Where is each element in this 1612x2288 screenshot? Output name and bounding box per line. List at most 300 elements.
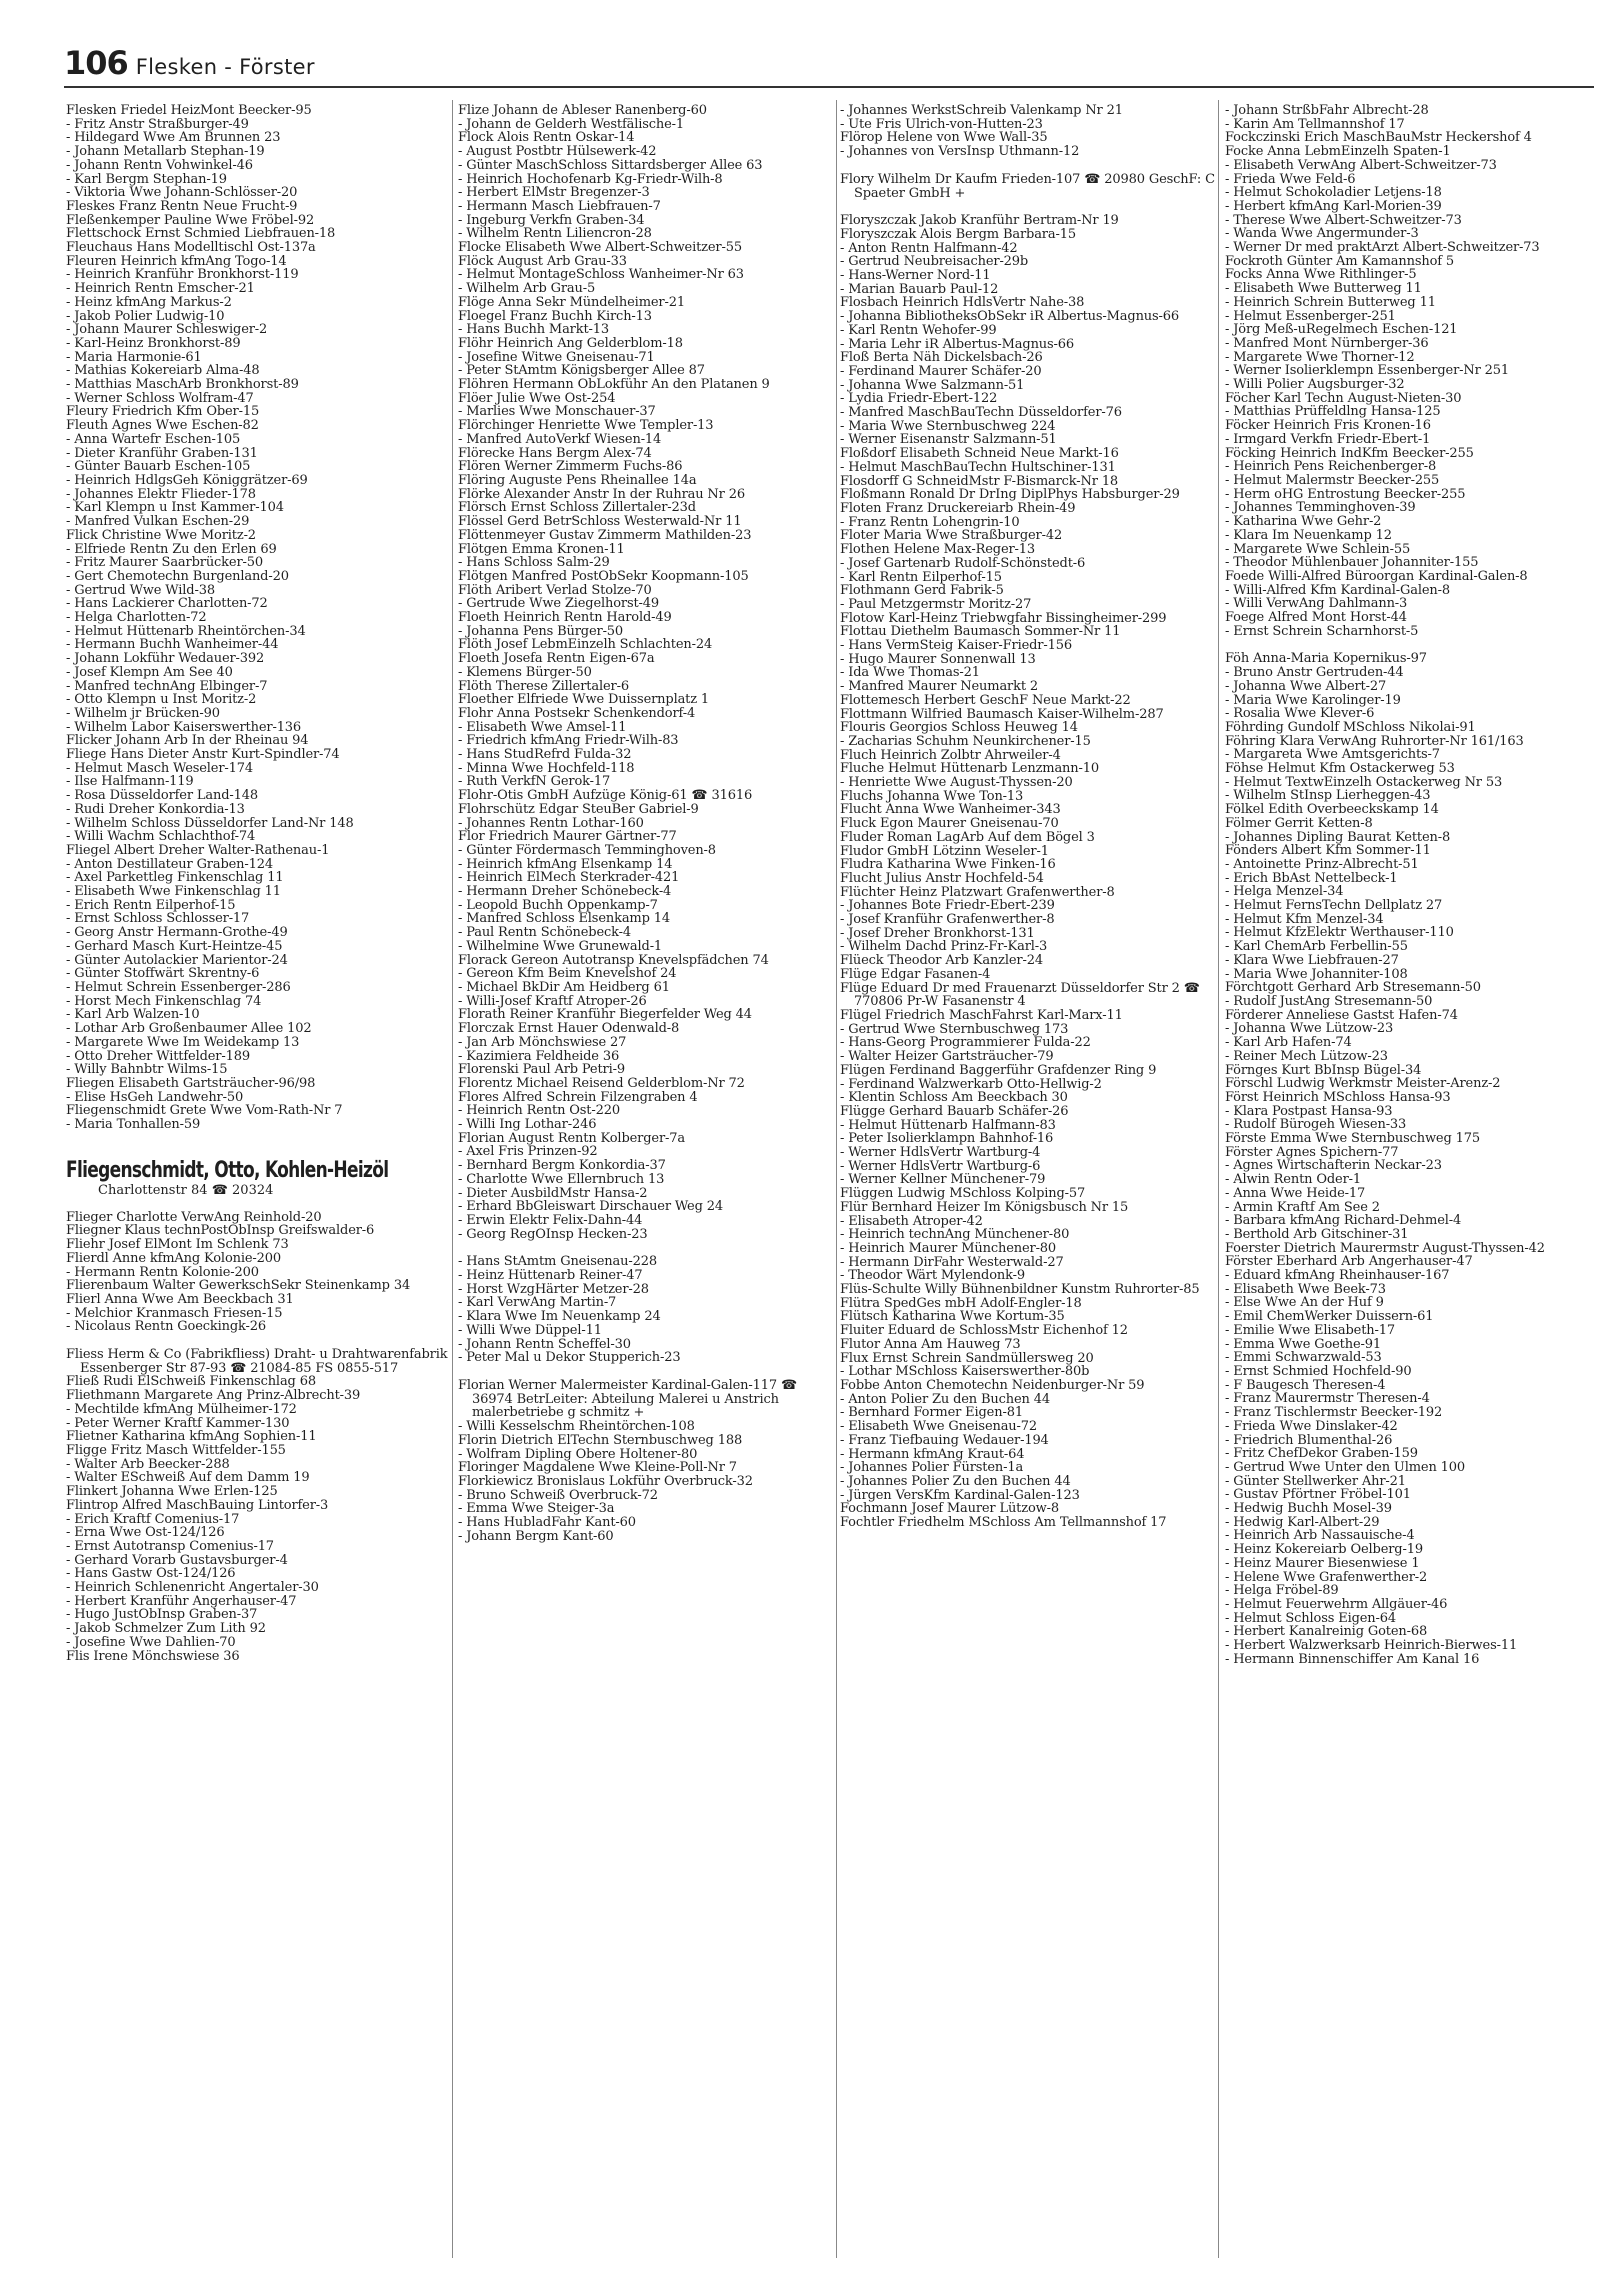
directory-entry: - Jakob Schmelzer Zum Lith 92 [66,1621,266,1637]
directory-entry: - Manfred AutoVerkf Wiesen-14 [458,431,662,447]
directory-entry: - Erich Rentn Eilperhof-15 [66,897,236,913]
directory-entry: - Ferdinand Maurer Schäfer-20 [840,363,1042,379]
directory-entry: - Hugo Maurer Sonnenwall 13 [840,651,1036,667]
directory-entry: - Johann Rentn Vohwinkel-46 [66,157,253,173]
directory-entry: Flötgen Manfred PostObSekr Koopmann-105 [458,568,749,584]
directory-entry: Flicker Johann Arb In der Rheinau 94 [66,733,309,749]
advertisement-box [66,1158,449,1199]
column-divider [452,100,453,2258]
directory-entry: - Willy Bahnbtr Wilms-15 [66,1062,228,1078]
directory-entry: - Johannes Rentn Lothar-160 [458,815,644,831]
directory-entry: - Agnes Wirtschafterin Neckar-23 [1225,1158,1442,1174]
directory-entry: Flütra SpedGes mbH Adolf-Engler-18 [840,1295,1082,1311]
directory-entry: - Helene Wwe Grafenwerther-2 [1225,1569,1428,1585]
directory-entry: - Johanna Wwe Salzmann-51 [840,377,1025,393]
directory-entry: Fludor GmbH Lötzinn Weseler-1 [840,843,1049,859]
directory-entry: - Peter Isolierklampn Bahnhof-16 [840,1131,1054,1147]
directory-entry: - Ernst Schmied Hochfeld-90 [1225,1363,1412,1379]
directory-entry: - Helmut Feuerwehrm Allgäuer-46 [1225,1596,1448,1612]
directory-entry: - Willi-Josef Kraftf Atroper-26 [458,993,647,1009]
directory-entry: - Günter Stellwerker Ahr-21 [1225,1473,1406,1489]
directory-entry: - Lothar MSchloss Kaiserswerther-80b [840,1364,1090,1380]
directory-entry: - Hedwig Karl-Albert-29 [1225,1514,1380,1530]
directory-entry: - Mathias Kokereiarb Alma-48 [66,363,260,379]
directory-entry: Flörchinger Henriette Wwe Templer-13 [458,418,714,434]
directory-entry: - Heinrich Rentn Ost-220 [458,1103,620,1119]
column-1 [66,104,449,1663]
column-4 [1225,104,1597,1666]
directory-entry: - Ferdinand Walzwerkarb Otto-Hellwig-2 [840,1076,1102,1092]
directory-entry: - Günter Bauarb Eschen-105 [66,459,251,475]
directory-entry: Flux Ernst Schrein Sandmüllersweg 20 [840,1350,1094,1366]
directory-entry: - Irmgard Verkfn Friedr-Ebert-1 [1225,431,1431,447]
directory-entry: - Heinrich Maurer Münchener-80 [840,1240,1057,1256]
directory-entry: - Heinrich technAng Münchener-80 [840,1227,1070,1243]
directory-entry: - Maria Wwe Karolinger-19 [1225,692,1401,708]
directory-entry: - Karl VerwAng Martin-7 [458,1295,617,1311]
directory-entry: - Helga Charlotten-72 [66,610,207,626]
directory-entry: - Therese Wwe Albert-Schweitzer-73 [1225,212,1462,228]
directory-entry: - Emmi Schwarzwald-53 [1225,1350,1382,1366]
directory-entry: - Peter Werner Kraftf Kammer-130 [66,1415,290,1431]
directory-entry: Fludra Katharina Wwe Finken-16 [840,857,1056,873]
directory-entry: - Else Wwe An der Huf 9 [1225,1295,1384,1311]
directory-entry: Flöhr Heinrich Ang Gelderblom-18 [458,335,683,351]
spacer [1225,638,1597,652]
directory-entry: Floßmann Ronald Dr DrIng DiplPhys Habsburger-29 [840,487,1180,503]
directory-entry: - Rosa Düsseldorfer Land-148 [66,788,258,804]
directory-entry: Flöck August Arb Grau-33 [458,253,627,269]
directory-entry: Fölkel Edith Overbeeckskamp 14 [1225,802,1439,818]
directory-entry: - Helmut Kfm Menzel-34 [1225,911,1384,927]
directory-entry: - Rudolf Bürogeh Wiesen-33 [1225,1117,1407,1133]
directory-entry: - Wanda Wwe Angermunder-3 [1225,226,1419,242]
directory-entry: - Johann Metallarb Stephan-19 [66,144,265,160]
directory-entry: - Hermann Dreher Schönebeck-4 [458,884,672,900]
directory-entry: - Johanna Wwe Albert-27 [1225,678,1387,694]
directory-entry: - Heinz Hüttenarb Reiner-47 [458,1268,643,1284]
directory-entry: - Elisabeth Wwe Butterweg 11 [1225,281,1422,297]
directory-entry: - Otto Klempn u Inst Moritz-2 [66,692,257,708]
directory-entry: - Heinrich Rentn Emscher-21 [66,281,255,297]
directory-entry: Flössel Gerd BetrSchloss Westerwald-Nr 11 [458,514,742,530]
directory-entry: - Wilhelm StInsp Lierheggen-43 [1225,788,1431,804]
directory-entry: Flettschock Ernst Schmied Liebfrauen-18 [66,226,336,242]
directory-entry: Fliess Herm & Co (Fabrikfliess) Draht- u Drahtwarenfabrik Essenberger Str 87-93 ☎ 21084-85 FS 0855-517 [66,1347,448,1376]
directory-entry: - Ernst Schrein Scharnhorst-5 [1225,623,1419,639]
directory-entry: - Theodor Mühlenbauer Johanniter-155 [1225,555,1479,571]
directory-entry: Flohrschütz Edgar SteuBer Gabriel-9 [458,801,699,817]
directory-entry: - Matthias MaschArb Bronkhorst-89 [66,377,299,393]
directory-entry: Föhse Helmut Kfm Ostackerweg 53 [1225,761,1455,777]
directory-entry: - Johannes Polier Fürsten-1a [840,1460,1024,1476]
directory-entry: - Erich BbAst Nettelbeck-1 [1225,870,1398,886]
directory-entry: - Gustav Pförtner Fröbel-101 [1225,1487,1411,1503]
directory-entry: - Berthold Arb Gitschiner-31 [1225,1226,1409,1242]
directory-entry: - Viktoria Wwe Johann-Schlösser-20 [66,185,298,201]
directory-entry: - Heinrich Hochofenarb Kg-Friedr-Wilh-8 [458,171,723,187]
directory-entry: - Johannes WerkstSchreib Valenkamp Nr 21 [840,104,1123,118]
directory-entry: Flothen Helene Max-Reger-13 [840,542,1036,558]
directory-entry: - Maria Tonhallen-59 [66,1117,201,1133]
directory-entry: - Georg RegOInsp Hecken-23 [458,1226,648,1242]
directory-entry: - Helga Fröbel-89 [1225,1583,1339,1599]
directory-entry: - Johann StrßbFahr Albrecht-28 [1225,104,1429,118]
directory-entry: - Günter Fördermasch Temminghoven-8 [458,842,716,858]
directory-entry: Floeth Josefa Rentn Eigen-67a [458,651,655,667]
spacer [458,1241,841,1255]
directory-entry: Fockczinski Erich MaschBauMstr Heckershof 4 [1225,130,1532,146]
directory-entry: Focke Anna LebmEinzelh Spaten-1 [1225,144,1451,160]
directory-entry: Flüge Eduard Dr med Frauenarzt Düsseldorfer Str 2 ☎ 770806 Pr-W Fasanenstr 4 [840,980,1200,1010]
directory-entry: - Willi Wachm Schlachthof-74 [66,829,256,845]
directory-entry: - Heinrich HdlgsGeh Königgrätzer-69 [66,472,308,488]
directory-entry: Flory Wilhelm Dr Kaufm Frieden-107 ☎ 20980 GeschF: C Spaeter GmbH + [840,171,1215,201]
directory-entry: - Helmut MaschBauTechn Hultschiner-131 [840,459,1116,475]
directory-entry: Flür Bernhard Heizer Im Königsbusch Nr 15 [840,1199,1129,1215]
directory-entry: - Rosalia Wwe Klever-6 [1225,706,1375,722]
column-3-entries [840,104,1223,1530]
directory-entry: - Karl Rentn Wehofer-99 [840,322,997,338]
directory-entry: Floryszczak Jakob Kranführ Bertram-Nr 19 [840,213,1119,229]
directory-entry: Flötgen Emma Kronen-11 [458,541,625,557]
directory-entry: Fließ Rudi ElSchweiß Finkenschlag 68 [66,1374,316,1390]
directory-entry: - Hermann DirFahr Westerwald-27 [840,1254,1064,1270]
directory-entry: Flis Irene Mönchswiese 36 [66,1648,240,1664]
directory-entry: Fliegel Albert Dreher Walter-Rathenau-1 [66,842,330,858]
directory-entry: - Helmut KfzElektr Werthauser-110 [1225,925,1454,941]
directory-entry: Flock Alois Rentn Oskar-14 [458,130,635,146]
directory-entry: - Anton Rentn Halfmann-42 [840,240,1018,256]
directory-entry: - Axel Parkettleg Finkenschlag 11 [66,870,284,886]
directory-entry: Flütsch Katharina Wwe Kortum-35 [840,1309,1065,1325]
directory-entry: Floten Franz Druckereiarb Rhein-49 [840,500,1076,516]
directory-entry: - Manfred Vulkan Eschen-29 [66,514,250,530]
directory-entry: - Wilhelm Schloss Düsseldorfer Land-Nr 148 [66,815,354,831]
directory-entry: - Karl ChemArb Ferbellin-55 [1225,939,1408,955]
directory-entry: Florath Reiner Kranführ Biegerfelder Weg 44 [458,1007,752,1023]
directory-entry: - Ilse Halfmann-119 [66,774,194,790]
directory-entry: - Karin Am Tellmannshof 17 [1225,116,1405,132]
directory-entry: - Helmut FernsTechn Dellplatz 27 [1225,898,1443,914]
directory-entry: - Margarete Wwe Thorner-12 [1225,349,1415,365]
directory-entry: - Bernhard Bergm Konkordia-37 [458,1158,666,1174]
directory-entry: - Willi-Alfred Kfm Kardinal-Galen-8 [1225,582,1450,598]
directory-entry: - Fritz Anstr Straßburger-49 [66,116,249,132]
directory-entry: Flieger Charlotte VerwAng Reinhold-20 [66,1209,322,1225]
directory-entry: Florin Dietrich ElTechn Sternbuschweg 188 [458,1432,743,1448]
directory-entry: - Heinrich kfmAng Elsenkamp 14 [458,856,673,872]
directory-entry: - Paul Metzgermstr Moritz-27 [840,596,1032,612]
directory-entry: - Frieda Wwe Feld-6 [1225,171,1356,187]
spacer [458,1365,841,1379]
directory-entry: - Peter StAmtm Königsberger Allee 87 [458,363,705,379]
directory-entry: Flutor Anna Am Hauweg 73 [840,1336,1021,1352]
directory-entry: - Johannes Bote Friedr-Ebert-239 [840,898,1055,914]
directory-entry: - Hans Buchh Markt-13 [458,322,610,338]
directory-entry: - Elisabeth Wwe Gneisenau-72 [840,1419,1038,1435]
directory-entry: Flöge Anna Sekr Mündelheimer-21 [458,294,685,310]
directory-entry: - Barbara kfmAng Richard-Dehmel-4 [1225,1213,1462,1229]
directory-entry: - Franz Maurermstr Theresen-4 [1225,1391,1430,1407]
directory-entry: - Hans HubladFahr Kant-60 [458,1515,636,1531]
directory-entry: - Werner HdlsVertr Wartburg-4 [840,1145,1041,1161]
directory-entry: - Helmut Hüttenarb Rheintörchen-34 [66,623,306,639]
directory-entry: - Jürgen VersKfm Kardinal-Galen-123 [840,1487,1080,1503]
directory-entry: - Hermann Masch Liebfrauen-7 [458,198,661,214]
directory-entry: Flintrop Alfred MaschBauing Lintorfer-3 [66,1497,329,1513]
directory-entry: Först Heinrich MSchloss Hansa-93 [1225,1089,1451,1105]
directory-entry: - Wilhelm Dachd Prinz-Fr-Karl-3 [840,939,1048,955]
directory-entry: - Melchior Kranmasch Friesen-15 [66,1305,283,1321]
directory-entry: - Katharina Wwe Gehr-2 [1225,514,1382,530]
directory-entry: - Maria Harmonie-61 [66,349,202,365]
directory-entry: - Margarete Wwe Schlein-55 [1225,541,1411,557]
directory-entry: - Ernst Autotransp Comenius-17 [66,1538,274,1554]
directory-entry: - Ute Fris Ulrich-von-Hutten-23 [840,116,1043,132]
directory-entry: - Josef Gartenarb Rudolf-Schönstedt-6 [840,555,1086,571]
directory-entry: Foege Alfred Mont Horst-44 [1225,610,1407,626]
directory-entry: - Helmut Hüttenarb Halfmann-83 [840,1117,1056,1133]
directory-entry: - Friedrich Blumenthal-26 [1225,1432,1393,1448]
directory-entry: - Emma Wwe Goethe-91 [1225,1336,1381,1352]
directory-entry: Flöhren Hermann ObLokführ An den Platanen 9 [458,377,770,393]
directory-entry: - Friedrich kfmAng Friedr-Wilh-83 [458,733,679,749]
directory-entry: - Willi Kesselschm Rheintörchen-108 [458,1419,695,1435]
directory-entry: - Lothar Arb Großenbaumer Allee 102 [66,1021,312,1037]
directory-entry: Focks Anna Wwe Rithlinger-5 [1225,267,1417,283]
directory-entry: Fönders Albert Kfm Sommer-11 [1225,843,1431,859]
directory-entry: - Anna Wartefr Eschen-105 [66,431,241,447]
directory-entry: Flosdorff G SchneidMstr F-Bismarck-Nr 18 [840,473,1119,489]
directory-entry: Förster Agnes Spichern-77 [1225,1144,1399,1160]
directory-entry: - Hans Lackierer Charlotten-72 [66,596,268,612]
directory-entry: - Helmut Malermstr Beecker-255 [1225,472,1440,488]
directory-entry: - Johann Rentn Scheffel-30 [458,1336,631,1352]
directory-entry: - Herbert Kranführ Angerhauser-47 [66,1593,297,1609]
directory-entry: - Manfred Maurer Neumarkt 2 [840,679,1039,695]
directory-entry: Florian Werner Malermeister Kardinal-Galen-117 ☎ 36974 BetrLeiter: Abteilung Malerei u Anstrich malerbetriebe g schmitz + [458,1377,798,1421]
directory-entry: - Emma Wwe Steiger-3a [458,1501,615,1517]
directory-entry: - Eduard kfmAng Rheinhauser-167 [1225,1268,1450,1284]
directory-entry: - Emilie Wwe Elisabeth-17 [1225,1322,1395,1338]
directory-entry: - Klara Postpast Hansa-93 [1225,1103,1393,1119]
directory-entry: - Axel Fris Prinzen-92 [458,1144,598,1160]
directory-entry: Förschl Ludwig Werkmstr Meister-Arenz-2 [1225,1076,1501,1092]
column-2-entries [458,104,841,1543]
directory-entry: Flick Christine Wwe Moritz-2 [66,527,256,543]
directory-entry: - Klemens Bürger-50 [458,664,592,680]
directory-entry: - Herm oHG Entrostung Beecker-255 [1225,486,1466,502]
directory-entry: - Wilhelm Arb Grau-5 [458,281,596,297]
directory-entry: - Elisabeth VerwAng Albert-Schweitzer-73 [1225,157,1497,173]
directory-entry: - Günter Autolackier Marientor-24 [66,952,288,968]
directory-entry: - Josefine Wwe Dahlien-70 [66,1634,236,1650]
directory-entry: Fleßenkemper Pauline Wwe Fröbel-92 [66,212,315,228]
directory-entry: Flucht Anna Wwe Wanheimer-343 [840,802,1061,818]
directory-entry: - Mechtilde kfmAng Mülheimer-172 [66,1401,297,1417]
directory-entry: Förste Emma Wwe Sternbuschweg 175 [1225,1131,1480,1147]
directory-entry: Floeth Heinrich Rentn Harold-49 [458,610,672,626]
directory-entry: - Georg Anstr Hermann-Grothe-49 [66,925,288,941]
column-1-entries-bottom [66,1211,449,1664]
directory-entry: Fockroth Günter Am Kamannshof 5 [1225,253,1455,269]
directory-entry: Flöth Therese Zillertaler-6 [458,678,629,694]
directory-entry: - Emil ChemWerker Duissern-61 [1225,1309,1434,1325]
directory-entry: - Wolfram Dipling Obere Holtener-80 [458,1446,698,1462]
directory-entry: - Hans-Georg Programmierer Fulda-22 [840,1035,1091,1051]
directory-entry: - Hermann Buchh Wanheimer-44 [66,637,279,653]
directory-entry: Flörke Alexander Anstr In der Ruhrau Nr 26 [458,486,745,502]
directory-entry: Flüs-Schulte Willy Bühnenbildner Kunstm Ruhrorter-85 [840,1282,1200,1298]
directory-entry: Floegel Franz Buchh Kirch-13 [458,308,652,324]
header-rule [64,86,1594,88]
directory-entry: - Bruno Schweiß Overbruck-72 [458,1487,658,1503]
directory-entry: - Josefine Witwe Gneisenau-71 [458,349,655,365]
directory-entry: - Bernhard Former Eigen-81 [840,1405,1023,1421]
directory-entry: - Zacharias Schuhm Neunkirchener-15 [840,733,1091,749]
directory-entry: - Wilhelm Labor Kaiserswerther-136 [66,719,302,735]
directory-entry: - Werner Eisenanstr Salzmann-51 [840,432,1057,448]
directory-entry: Flottmann Wilfried Baumasch Kaiser-Wilhelm-287 [840,706,1164,722]
directory-entry: - Leopold Buchh Oppenkamp-7 [458,897,658,913]
directory-entry: - Ida Wwe Thomas-21 [840,665,980,681]
directory-entry: - Johannes Polier Zu den Buchen 44 [840,1473,1071,1489]
directory-entry: - Heinz kfmAng Markus-2 [66,294,232,310]
directory-entry: - Gert Chemotechn Burgenland-20 [66,568,289,584]
directory-entry: - Johann Maurer Schleswiger-2 [66,322,268,338]
directory-entry: Flügge Gerhard Bauarb Schäfer-26 [840,1103,1069,1119]
directory-entry: - Johannes von VersInsp Uthmann-12 [840,144,1080,160]
directory-entry: - Heinrich Kranführ Bronkhorst-119 [66,267,299,283]
directory-entry: - Antoinette Prinz-Albrecht-51 [1225,856,1419,872]
directory-entry: Flörecke Hans Bergm Alex-74 [458,445,652,461]
directory-entry: - Michael BkDir Am Heidberg 61 [458,980,670,995]
directory-entry: - Rudi Dreher Konkordia-13 [66,801,245,817]
directory-entry: - Nicolaus Rentn Goeckingk-26 [66,1319,266,1335]
directory-entry: - Günter Stoffwärt Skrentny-6 [66,966,260,982]
directory-entry: - Helmut Essenberger-251 [1225,308,1396,324]
directory-entry: Flüeck Theodor Arb Kanzler-24 [840,953,1043,969]
directory-entry: Flize Johann de Ableser Ranenberg-60 [458,104,707,118]
directory-entry: Flöer Julie Wwe Ost-254 [458,390,616,406]
running-head: Flesken - Förster [135,55,315,79]
directory-entry: Flörsch Ernst Schloss Zillertaler-23d [458,500,696,516]
directory-entry: Fleury Friedrich Kfm Ober-15 [66,404,260,420]
directory-entry: - Herbert Kanalreinig Goten-68 [1225,1624,1428,1640]
directory-entry: - Bruno Anstr Gertruden-44 [1225,665,1404,681]
directory-entry: - Hedwig Buchh Mosel-39 [1225,1501,1392,1517]
directory-entry: - Franz Tiefbauing Wedauer-194 [840,1432,1049,1448]
directory-entry: Fliege Hans Dieter Anstr Kurt-Spindler-74 [66,747,340,763]
directory-entry: - Johannes Elektr Flieder-178 [66,486,256,502]
directory-entry: - Gertrud Wwe Wild-38 [66,582,215,598]
directory-entry: Fleskes Franz Rentn Neue Frucht-9 [66,198,298,214]
directory-entry: Fochtler Friedhelm MSchloss Am Tellmannshof 17 [840,1515,1167,1530]
directory-entry: - Manfred Mont Nürnberger-36 [1225,335,1429,351]
directory-entry: - Gertrud Wwe Unter den Ulmen 100 [1225,1459,1466,1475]
directory-entry: - Hugo JustObInsp Graben-37 [66,1607,258,1623]
directory-entry: Fluche Helmut Hüttenarb Lenzmann-10 [840,761,1099,777]
directory-entry: - Werner HdlsVertr Wartburg-6 [840,1158,1041,1174]
directory-entry: - Willi VerwAng Dahlmann-3 [1225,596,1408,612]
directory-entry: - Herbert kfmAng Karl-Morien-39 [1225,198,1442,214]
directory-entry: Flöth Josef LebmEinzelh Schlachten-24 [458,637,713,653]
directory-entry: - Johann de Gelderh Westfälische-1 [458,116,685,132]
directory-entry: - Heinrich Schrein Butterweg 11 [1225,294,1436,310]
directory-entry: Fluch Heinrich Zolbtr Ahrweiler-4 [840,747,1061,763]
directory-entry: - Armin Kraftf Am See 2 [1225,1199,1380,1215]
directory-entry: - Helmut Schokoladier Letjens-18 [1225,185,1442,201]
directory-entry: Floringer Magdalene Wwe Kleine-Poll-Nr 7 [458,1460,737,1476]
directory-entry: Fobbe Anton Chemotechn Neidenburger-Nr 59 [840,1377,1145,1393]
directory-entry: - Willi Ing Lothar-246 [458,1117,597,1133]
directory-entry: - Otto Dreher Wittfelder-189 [66,1048,250,1064]
directory-entry: Fochmann Josef Maurer Lützow-8 [840,1501,1059,1517]
spacer [840,200,1223,214]
directory-entry: Flüggen Ludwig MSchloss Kolping-57 [840,1186,1086,1202]
directory-entry: - Helmut TextwEinzelh Ostackerweg Nr 53 [1225,774,1503,790]
directory-entry: Förnges Kurt BbInsp Bügel-34 [1225,1062,1422,1078]
directory-entry: - Anton Polier Zu den Buchen 44 [840,1391,1050,1407]
column-4-entries [1225,104,1597,1666]
directory-entry: Flucht Julius Anstr Hochfeld-54 [840,870,1044,886]
ad-address: Charlottenstr 84 ☎ 20324 [98,1182,274,1198]
directory-entry: - Hans StudRefrd Fulda-32 [458,747,632,763]
directory-entry: - Johannes Dipling Baurat Ketten-8 [1225,829,1451,845]
directory-entry: - Jakob Polier Ludwig-10 [66,308,225,324]
directory-entry: - Gertrude Wwe Ziegelhorst-49 [458,596,660,612]
directory-entry: Fluchs Johanna Wwe Ton-13 [840,788,1024,804]
directory-entry: - Jörg Meß-uRegelmech Eschen-121 [1225,322,1458,338]
directory-entry: Flöth Aribert Verlad Stolze-70 [458,582,652,598]
ad-title: Fliegenschmidt, Otto, Kohlen-Heizöl [66,1157,389,1183]
directory-entry: - Klara Wwe Liebfrauen-27 [1225,952,1399,968]
directory-entry: Flottemesch Herbert GeschF Neue Markt-22 [840,692,1131,708]
directory-entry: - Erhard BbGleiswart Dirschauer Weg 24 [458,1199,723,1215]
directory-entry: - Gertrud Wwe Sternbuschweg 173 [840,1021,1069,1037]
directory-entry: - Reiner Mech Lützow-23 [1225,1048,1388,1064]
directory-entry: Fliethmann Margarete Ang Prinz-Albrecht-39 [66,1388,361,1404]
directory-entry: - Klentin Schloss Am Beeckbach 30 [840,1090,1068,1106]
directory-entry: - Hans Schloss Salm-29 [458,555,610,571]
directory-entry: - Fritz ChefDekor Graben-159 [1225,1446,1418,1462]
directory-entry: Förster Eberhard Arb Angerhauser-47 [1225,1254,1473,1270]
directory-entry: - Franz Tischlermstr Beecker-192 [1225,1405,1443,1421]
directory-entry: - Wilhelm Rentn Liliencron-28 [458,226,652,242]
directory-entry: - Horst Mech Finkenschlag 74 [66,993,262,1009]
directory-entry: Floter Maria Wwe Straßburger-42 [840,528,1063,544]
directory-entry: - Karl-Heinz Bronkhorst-89 [66,335,241,351]
directory-entry: - Helmut Schloss Eigen-64 [1225,1610,1397,1626]
directory-entry: Flocke Elisabeth Wwe Albert-Schweitzer-55 [458,240,742,256]
directory-entry: - Elisabeth Atroper-42 [840,1213,983,1229]
directory-entry: - Gerhard Vorarb Gustavsburger-4 [66,1552,288,1568]
directory-entry: - Johannes Temminghoven-39 [1225,500,1416,516]
directory-entry: - Werner Kellner Münchener-79 [840,1172,1046,1188]
column-1-entries-top [66,104,449,1132]
directory-entry: Föcker Heinrich Fris Kronen-16 [1225,418,1431,434]
directory-entry: Flosbach Heinrich HdlsVertr Nahe-38 [840,295,1085,311]
directory-entry: - Wilhelmine Wwe Grunewald-1 [458,938,663,954]
directory-entry: Fluck Egon Maurer Gneisenau-70 [840,816,1059,832]
directory-entry: Flottau Diethelm Baumasch Sommer-Nr 11 [840,624,1121,640]
directory-entry: - Rudolf JustAng Stresemann-50 [1225,994,1433,1009]
directory-entry: Florczak Ernst Hauer Odenwald-8 [458,1021,680,1037]
directory-entry: - Jan Arb Mönchswiese 27 [458,1034,627,1050]
directory-entry: - Manfred MaschBauTechn Düsseldorfer-76 [840,405,1122,421]
directory-entry: Floether Elfriede Wwe Duissernplatz 1 [458,692,710,708]
